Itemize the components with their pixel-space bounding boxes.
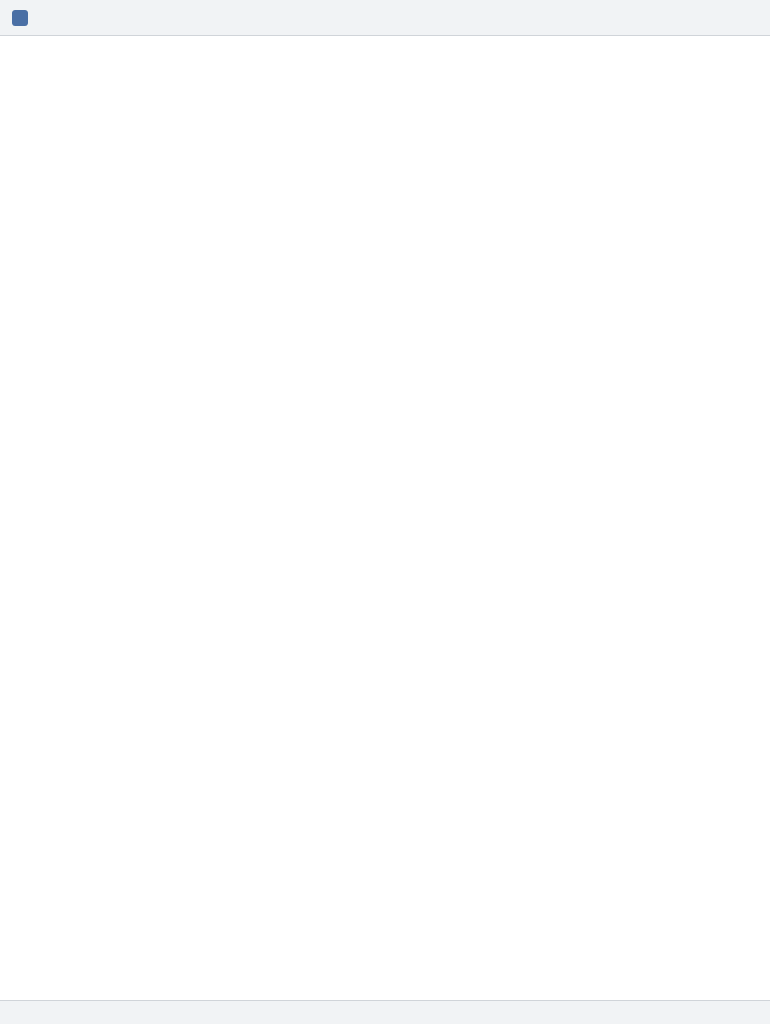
main-content xyxy=(0,36,770,1000)
status-bar xyxy=(0,1000,770,1024)
app-icon xyxy=(12,10,28,26)
title-bar xyxy=(0,0,770,36)
